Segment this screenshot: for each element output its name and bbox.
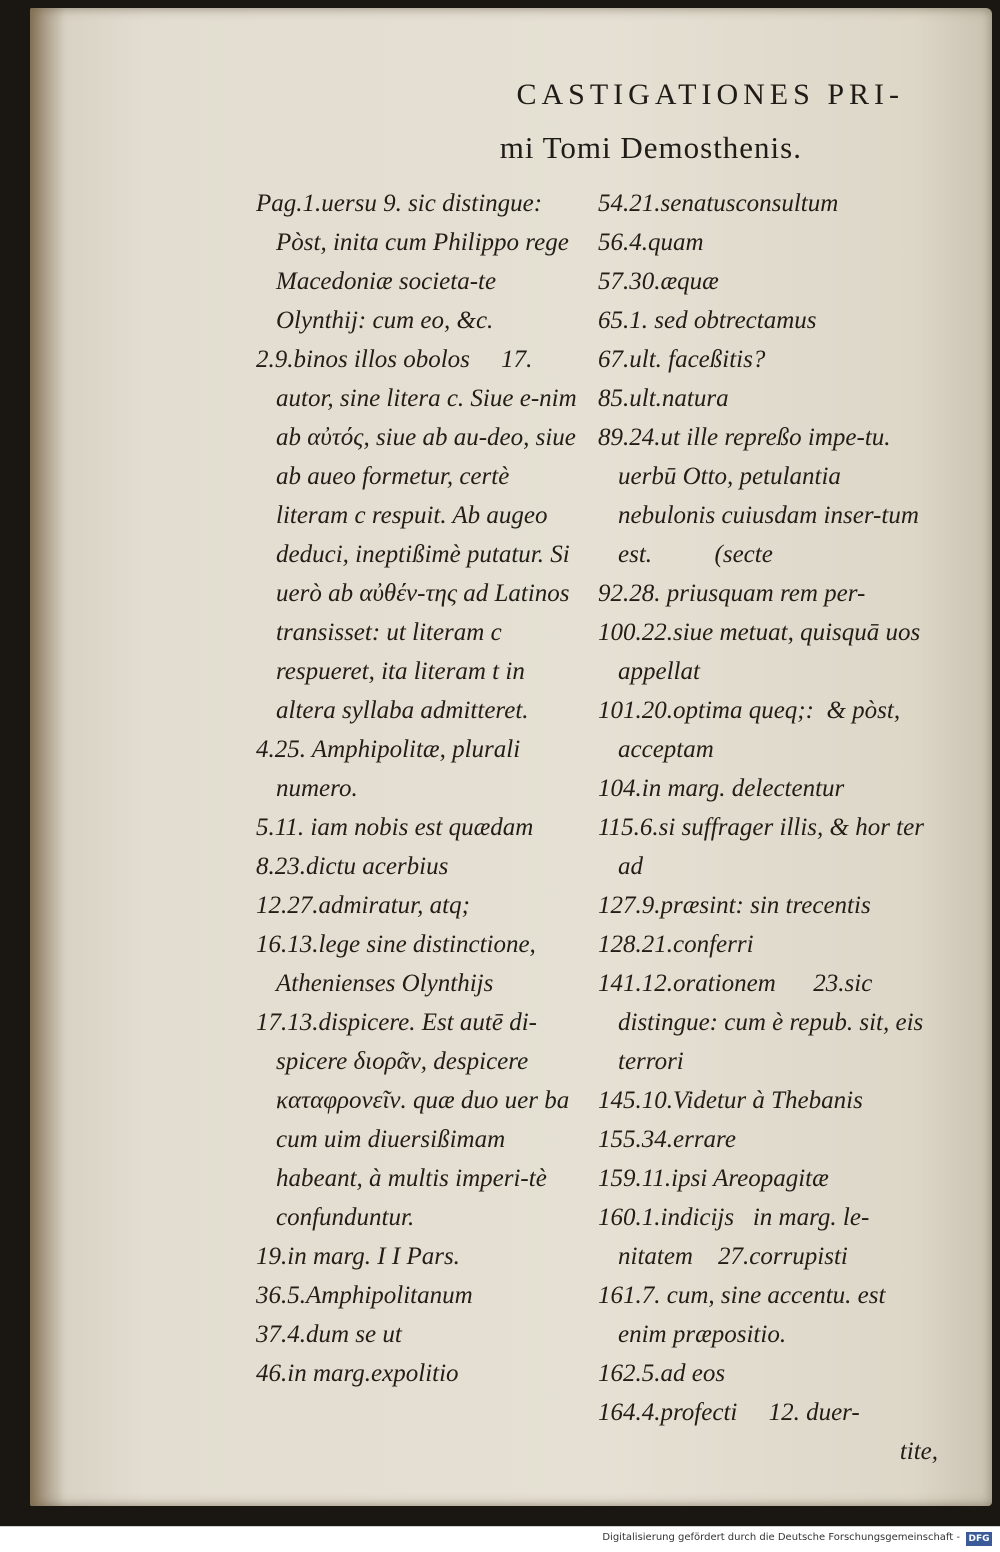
right-entry: 67.ult. faceßitis?	[598, 346, 766, 373]
right-column	[598, 184, 938, 1471]
catchword: tite,	[899, 1438, 938, 1465]
right-entry: 104.in marg. delectentur	[598, 775, 845, 802]
right-entry: 159.11.ipsi Areopagitæ	[598, 1165, 829, 1192]
book-page	[30, 8, 992, 1506]
heading-line-2: mi Tomi Demosthenis.	[499, 130, 802, 165]
left-column	[256, 184, 586, 1393]
right-entry: 164.4.profecti 12. duer-	[598, 1399, 860, 1426]
right-entry: 162.5.ad eos	[598, 1360, 726, 1387]
left-entry: 37.4.dum se ut	[256, 1321, 402, 1348]
left-entry: 19.in marg. I I Pars.	[256, 1243, 460, 1270]
left-entry: 16.13.lege sine distinctione, Athenienses Olynthijs	[256, 931, 542, 997]
left-entry: 4.25. Amphipolitæ, plurali numero.	[256, 736, 527, 802]
left-entry: 2.9.binos illos obolos 17. autor, sine litera c. Siue e-nim ab αὐτός, siue ab au-deo, siue ab aueo formetur, certè literam c respuit. Ab augeo deduci, ineptißimè putatur. Si uerò ab αὐθέν-της ad Latinos transisset: ut literam c respueret, ita literam t in altera syllaba admitteret.	[256, 346, 583, 724]
right-entry: 89.24.ut ille repreßo impe-tu. uerbū Otto, petulantia nebulonis cuiusdam inser-tum est. (secte	[598, 424, 926, 568]
right-entry: 115.6.si suffrager illis, & hor ter ad	[598, 814, 931, 880]
right-entry: 145.10.Videtur à Thebanis	[598, 1087, 863, 1114]
right-entry: 100.22.siue metuat, quisquā uos appellat	[598, 619, 927, 685]
right-entry: 160.1.indicijs in marg. le-nitatem 27.corrupisti	[598, 1204, 870, 1270]
right-entry: 65.1. sed obtrectamus	[598, 307, 817, 334]
right-entry: 54.21.senatusconsultum	[598, 190, 839, 217]
left-entry: 46.in marg.expolitio	[256, 1360, 459, 1387]
right-entry: 127.9.præsint: sin trecentis	[598, 892, 871, 919]
right-entry: 92.28. priusquam rem per-	[598, 580, 866, 607]
left-entry: Pag.1.uersu 9. sic distingue: Pòst, inita cum Philippo rege Macedoniæ societa-te Olynthij: cum eo, &c.	[256, 190, 576, 334]
funding-notice: Digitalisierung gefördert durch die Deutsche Forschungsgemeinschaft -	[602, 1532, 960, 1543]
footer-bar	[0, 1526, 1000, 1552]
heading-line-1: CASTIGATIONES PRI-	[516, 78, 904, 111]
right-entry: 155.34.errare	[598, 1126, 736, 1153]
left-entry: 5.11. iam nobis est quædam	[256, 814, 534, 841]
right-entry: 57.30.æquæ	[598, 268, 719, 295]
left-entry: 36.5.Amphipolitanum	[256, 1282, 473, 1309]
right-entry: 141.12.orationem 23.sic distingue: cum è repub. sit, eis terrori	[598, 970, 930, 1075]
right-entry: 101.20.optima queq;: & pòst, acceptam	[598, 697, 907, 763]
dfg-logo-icon: DFG	[966, 1532, 992, 1546]
right-entry: 128.21.conferri	[598, 931, 754, 958]
right-entry: 85.ult.natura	[598, 385, 729, 412]
left-entry: 8.23.dictu acerbius	[256, 853, 449, 880]
right-entry: 161.7. cum, sine accentu. est enim præpositio.	[598, 1282, 892, 1348]
left-entry: 17.13.dispicere. Est autē di-spicere διορᾶν, despicere καταφρονεῖν. quæ duo uer ba cum uim diuersißimam habeant, à multis imperi-tè confunduntur.	[256, 1009, 576, 1231]
left-entry: 12.27.admiratur, atq;	[256, 892, 470, 919]
right-entry: 56.4.quam	[598, 229, 704, 256]
